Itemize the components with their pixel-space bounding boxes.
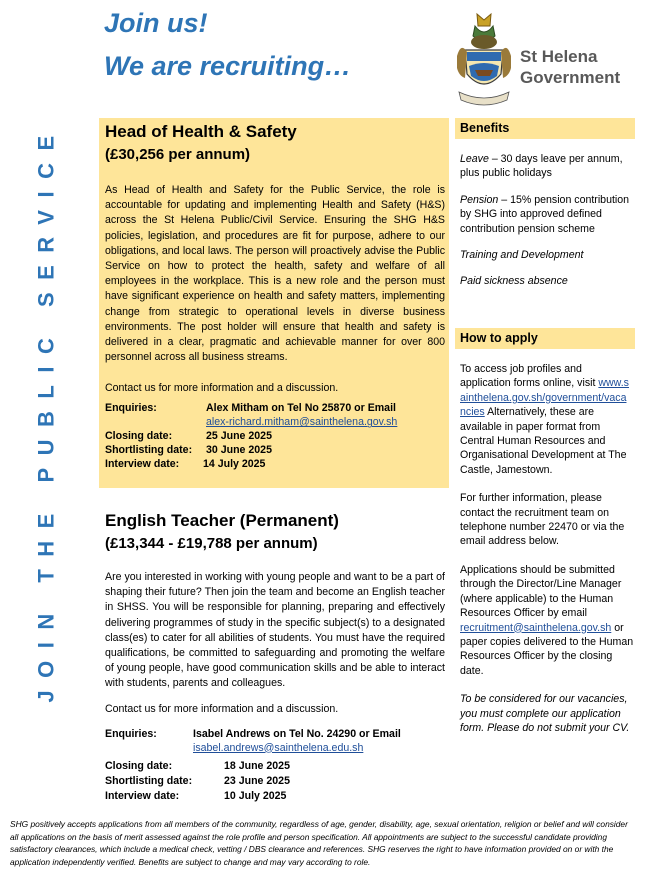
job1-shortlisting-value: 30 June 2025: [206, 444, 272, 457]
job2-shortlisting-label: Shortlisting date:: [105, 774, 193, 787]
job1-title: Head of Health & Safety: [105, 122, 297, 141]
job2-email-link[interactable]: isabel.andrews@sainthelena.edu.sh: [193, 741, 364, 754]
job1-content: [105, 121, 445, 471]
benefits-sickness: Paid sickness absence: [460, 275, 568, 288]
benefits-pension-label: Pension: [460, 193, 499, 206]
vertical-banner-text: JOIN THE PUBLIC SERVICE: [34, 123, 60, 703]
benefits-leave: [455, 139, 635, 181]
government-name: [520, 46, 620, 88]
apply-paragraph-2: For further information, please contact the recruitment team on telephone number 22470 or via the email address below.: [460, 492, 625, 548]
page-title-line1: Join us!: [104, 8, 208, 38]
job1-contact: Contact us for more information and a discussion.: [105, 382, 339, 395]
apply-heading: How to apply: [455, 328, 635, 349]
apply-p3-text-a: Applications should be submitted through the Director/Line Manager (where applicable) to the Human Resources Officer by email: [460, 563, 622, 620]
job-card-english-teacher: [105, 510, 445, 803]
footer-disclaimer: SHG positively accepts applications from all members of the community, regardless of age, gender, disability, age, sexual orientation, religion or belief and will consider all applications on the basis of merit assessed against the role profile and person specification. All appointments are subject to the successful candidate providing satisfactory clearances, which include a medical check, vetting / DBS clearance and references. SHG reserves the right to have information provided on or with the application independently verified. Benefits are subject to change and may vary according to role.: [10, 819, 628, 867]
recruitment-email-link[interactable]: recruitment@sainthelena.gov.sh: [460, 621, 612, 634]
job2-shortlisting-value: 23 June 2025: [224, 774, 290, 787]
job1-interview-value: 14 July 2025: [203, 458, 266, 471]
apply-p1-text-a: To access job profiles and application forms online, visit: [460, 363, 599, 390]
vertical-banner: [34, 122, 60, 704]
benefits-leave-label: Leave: [460, 153, 489, 165]
job2-enquiries-label: Enquiries:: [105, 727, 157, 740]
job1-shortlisting-label: Shortlisting date:: [105, 444, 193, 457]
job1-description: As Head of Health and Safety for the Public Service, the role is accountable for updating and implementing Health and Safety (H&S) across the St Helena Public/Civil Service. Ensuring the SHG H&S policies, legislation, and procedures are fit for purpose, adhere to our obligations, and local laws. The person will proactively advise the Public Service on how to protect the health, safety and welfare of all employees in the workplace. This is a new role and the person must have significant experience on health and safety matters, implementing change from strategic to operational levels in diverse business environments. The post holder will ensure that health and safety is delivered in a clear, pragmatic and achievable manner for over 800 personnel across all business streams.: [105, 184, 445, 364]
job2-closing-label: Closing date:: [105, 759, 173, 772]
apply-panel: [455, 328, 635, 735]
job2-title: English Teacher (Permanent): [105, 511, 339, 530]
benefits-pension-text: – 15% pension contribution by SHG into approved defined contribution pension scheme: [460, 193, 630, 235]
job1-closing-label: Closing date:: [105, 430, 173, 443]
apply-paragraph-1: [455, 349, 632, 477]
job1-enquiries-value: Alex Mitham on Tel No 25870 or Email: [206, 402, 396, 415]
benefits-training: Training and Development: [460, 249, 584, 262]
job1-email-link[interactable]: alex-richard.mitham@sainthelena.gov.sh: [206, 416, 398, 429]
job2-enquiries-value: Isabel Andrews on Tel No. 24290 or Email: [193, 727, 401, 740]
gov-name-line2: Government: [520, 68, 621, 87]
job2-interview-value: 10 July 2025: [224, 789, 287, 802]
job2-contact: Contact us for more information and a discussion.: [105, 702, 339, 715]
job2-description: Are you interested in working with young people and want to be a part of shaping their future? Then join the team and become an English teacher in SHSS. You will be responsible for planning, preparing and effectively delivering programmes of study in the specific subject(s) to a designated class(es) to cater for all abilities of students. You must have the required qualifications, be committed to safeguarding and promoting the welfare of young people, have good communication skills and be able to interact with students, parents and colleagues.: [105, 571, 445, 690]
apply-p1-text-b: Alternatively, these are available in paper format from Central Human Resources and Organisational Development at The Castle, Jamestown.: [460, 406, 627, 476]
benefits-leave-text: – 30 days leave per annum, plus public holidays: [460, 153, 623, 180]
gov-name-line1: St Helena: [520, 47, 598, 66]
job1-salary: (£30,256 per annum): [105, 146, 251, 163]
benefits-pension: [455, 181, 635, 236]
job1-enquiries-label: Enquiries:: [105, 402, 157, 415]
benefits-panel: [455, 118, 635, 289]
job2-interview-label: Interview date:: [105, 789, 180, 802]
job2-closing-value: 18 June 2025: [224, 759, 290, 772]
apply-p3-text-b: or paper copies delivered to the Human Resources Officer by the closing date.: [460, 621, 634, 677]
crest-logo-icon: [455, 12, 513, 108]
page-title-line2: We are recruiting…: [104, 51, 352, 81]
job1-closing-value: 25 June 2025: [206, 430, 272, 443]
benefits-heading: Benefits: [455, 118, 635, 139]
apply-paragraph-4: To be considered for our vacancies, you must complete our application form. Please do not submit your CV.: [460, 693, 630, 734]
vacancies-link[interactable]: www.sainthelena.gov.sh/government/vacancies: [460, 377, 629, 419]
job2-salary: (£13,344 - £19,788 per annum): [105, 535, 318, 552]
job1-interview-label: Interview date:: [105, 458, 180, 471]
apply-paragraph-3: [455, 549, 636, 678]
